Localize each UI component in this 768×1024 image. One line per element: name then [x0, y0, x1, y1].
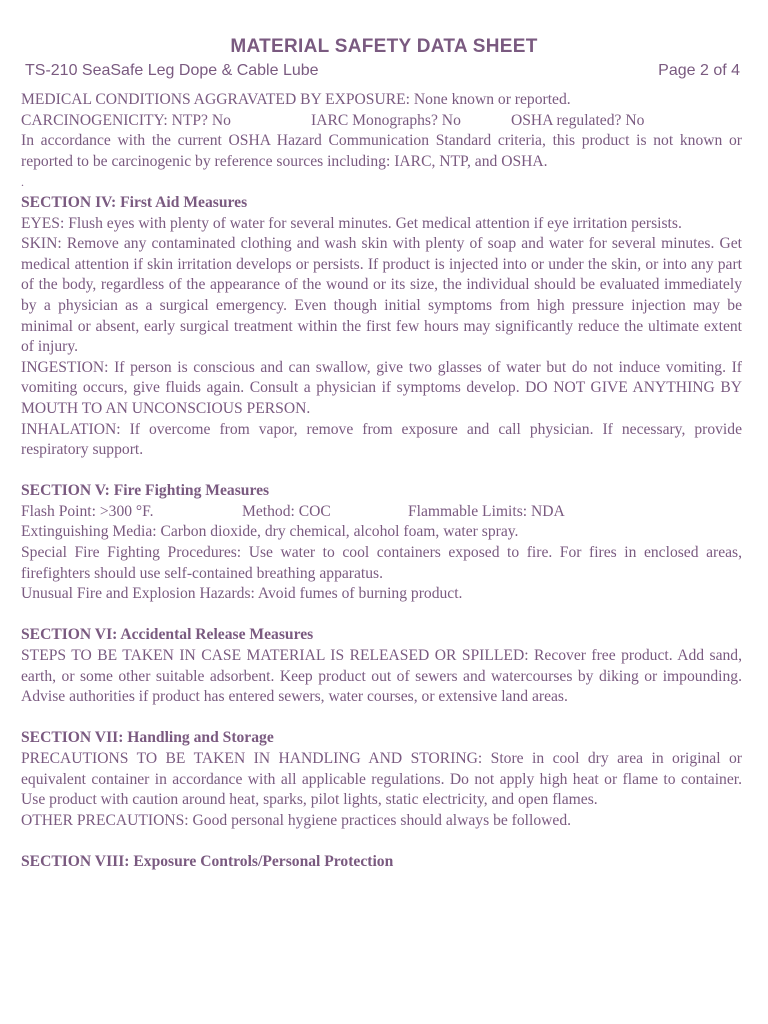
section-6-heading: SECTION VI: Accidental Release Measures	[21, 626, 314, 644]
section-5-heading: SECTION V: Fire Fighting Measures	[21, 482, 270, 500]
other-precautions: OTHER PRECAUTIONS: Good personal hygiene practices should always be followed.	[21, 811, 572, 829]
handling-precautions: PRECAUTIONS TO BE TAKEN IN HANDLING AND STORING: Store in cool dry area in original or equivalent container in accordance with all applicable regulations. Do not apply high heat or flame to container. Use product with caution around heat, sparks, pilot lights, static electricity, and open flames.	[21, 750, 742, 809]
first-aid-eyes: EYES: Flush eyes with plenty of water for several minutes. Get medical attention if eye irritation persists.	[21, 214, 682, 232]
product-name: TS-210 SeaSafe Leg Dope & Cable Lube	[25, 62, 319, 79]
carcinogenicity-iarc: IARC Monographs? No	[311, 111, 461, 129]
release-steps: STEPS TO BE TAKEN IN CASE MATERIAL IS RELEASED OR SPILLED: Recover free product. Add sand, earth, or some other suitable adsorbent. Keep product out of sewers and watercourses by diking or impounding. Advise authorities if product has entered sewers, water courses, or extensive land areas.	[21, 647, 742, 706]
spacer	[21, 708, 742, 729]
first-aid-skin: SKIN: Remove any contaminated clothing and wash skin with plenty of soap and water for several minutes. Get medical attention if skin irritation develops or persists. If product is injected into or under the skin, or into any part of the body, regardless of the appearance of the wound or its size, the individual should be evaluated immediately by a physician as a surgical emergency. Even though initial symptoms from high pressure injection may be minimal or absent, early surgical treatment within the first few hours may significantly reduce the ultimate extent of injury.	[21, 235, 742, 356]
medical-conditions: MEDICAL CONDITIONS AGGRAVATED BY EXPOSURE: None known or reported.	[21, 91, 571, 108]
unusual-hazards: Unusual Fire and Explosion Hazards: Avoid fumes of burning product.	[21, 585, 463, 603]
section-8-heading: SECTION VIII: Exposure Controls/Personal Protection	[21, 852, 394, 870]
stray-mark: .	[21, 175, 24, 190]
first-aid-inhalation: INHALATION: If overcome from vapor, remove from exposure and call physician. If necessary, provide respiratory support.	[21, 420, 742, 459]
flammable-limits: Flammable Limits: NDA	[408, 502, 565, 520]
osha-statement: In accordance with the current OSHA Hazard Communication Standard criteria, this product is not known or reported to be carcinogenic by reference sources including: IARC, NTP, and OSHA.	[21, 132, 742, 170]
first-aid-ingestion: INGESTION: If person is conscious and can swallow, give two glasses of water but do not induce vomiting. If vomiting occurs, give fluids again. Consult a physician if symptoms develop. DO NOT GIVE ANYTHING BY MOUTH TO AN UNCONSCIOUS PERSON.	[21, 358, 742, 417]
document-title: MATERIAL SAFETY DATA SHEET	[230, 36, 538, 57]
flash-method: Method: COC	[242, 502, 331, 520]
spacer	[21, 605, 742, 626]
spacer	[21, 831, 742, 852]
special-procedures: Special Fire Fighting Procedures: Use water to cool containers exposed to fire. For fires in enclosed areas, firefighters should use self-contained breathing apparatus.	[21, 544, 742, 582]
section-4-heading: SECTION IV: First Aid Measures	[21, 193, 248, 211]
extinguishing-media: Extinguishing Media: Carbon dioxide, dry chemical, alcohol foam, water spray.	[21, 523, 519, 541]
flash-point: Flash Point: >300 °F.	[21, 502, 154, 520]
carcinogenicity-ntp: CARCINOGENICITY: NTP? No	[21, 111, 231, 129]
document-body	[21, 90, 742, 873]
page-number: Page 2 of 4	[658, 62, 740, 79]
section-7-heading: SECTION VII: Handling and Storage	[21, 729, 274, 747]
flash-point-row	[21, 502, 742, 523]
spacer	[21, 461, 742, 482]
carcinogenicity-row	[21, 111, 742, 132]
carcinogenicity-osha: OSHA regulated? No	[511, 111, 645, 129]
